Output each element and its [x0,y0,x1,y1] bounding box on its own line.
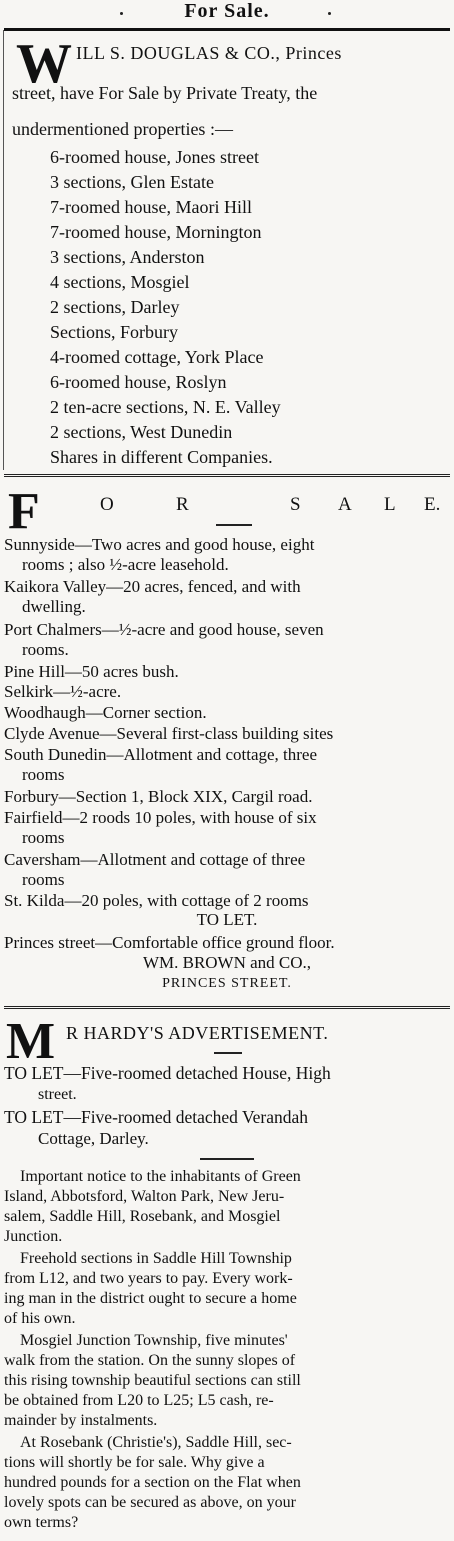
ad1-item: 7-roomed house, Maori Hill [50,197,252,217]
ad3-para: Island, Abbotsford, Walton Park, New Jeru- [4,1188,285,1205]
ad2-line: Forbury—Section 1, Block XIX, Cargil road. [4,787,313,806]
ad2-bottom-rule [4,1006,450,1009]
ad2-heading-r: R [176,494,189,515]
ad1-item: 2 sections, West Dunedin [50,422,233,442]
ad2-line: rooms ; also ½-acre leasehold. [22,555,229,574]
ad1-item: 3 sections, Anderston [50,247,205,267]
ad2-line: Port Chalmers—½-acre and good house, seven [4,620,324,639]
ad3-para: mainder by instalments. [4,1412,158,1429]
ad2-line: Clyde Avenue—Several first-class building sites [4,724,334,743]
ad3-para: walk from the station. On the sunny slopes of [4,1352,296,1369]
ad2-heading-a: A [338,494,352,515]
ad3-line: Cottage, Darley. [38,1129,149,1148]
ad3-para: Mosgiel Junction Township, five minutes' [20,1332,288,1349]
ad3-para: of his own. [4,1310,76,1327]
section-title: For Sale. [184,0,270,22]
ad3-heading: R HARDY'S ADVERTISEMENT. [66,1023,329,1043]
ad2-line: Fairfield—2 roods 10 poles, with house of six [4,808,317,827]
ad3-para: tions will shortly be for sale. Why give a [4,1454,265,1471]
ad3-line: TO LET—Five-roomed detached House, High [4,1063,331,1083]
ad1-item: 2 sections, Darley [50,297,180,317]
header-rule [4,28,450,31]
ad3-heading-underline [214,1052,242,1054]
ad2-line: Kaikora Valley—20 acres, fenced, and with [4,577,301,596]
ad3-para: ing man in the district ought to secure a home [4,1290,297,1307]
ad3-para: from L12, and two years to pay. Every work- [4,1270,293,1287]
ad1-item: Sections, Forbury [50,322,178,342]
ad3-para: be obtained from L20 to L25; L5 cash, re- [4,1392,274,1409]
ad2-line: Woodhaugh—Corner section. [4,703,207,722]
ad2-to-let: TO LET. [196,910,258,929]
ad1-item: 3 sections, Glen Estate [50,172,214,192]
ad1-drop-cap: W [16,33,72,95]
ad3-drop-cap: M [6,1013,56,1070]
ad3-para: own terms? [4,1514,79,1531]
ad2-line: St. Kilda—20 poles, with cottage of 2 rooms [4,891,309,910]
ad2-line: dwelling. [22,597,86,616]
ad1-item: 7-roomed house, Mornington [50,222,262,242]
ad1-left-bar [3,30,4,470]
ad2-line: Selkirk—½-acre. [4,682,122,701]
ad1-item: 6-roomed house, Jones street [50,147,259,167]
ad1-first-line: ILL S. DOUGLAS & CO., Princes [76,43,342,63]
ad1-item: 6-roomed house, Roslyn [50,372,227,392]
ad2-line: Caversham—Allotment and cottage of three [4,850,306,869]
ad3-para: salem, Saddle Hill, Rosebank, and Mosgiel [4,1208,281,1225]
ad3-para: Important notice to the inhabitants of Green [20,1168,301,1185]
ad2-line: rooms [22,765,65,784]
ad2-line: Sunnyside—Two acres and good house, eight [4,535,315,554]
ad1-item: 4 sections, Mosgiel [50,272,190,292]
ad2-drop-cap: F [8,483,40,540]
ad1-item: 4-roomed cottage, York Place [50,347,264,367]
ad2-firm: WM. BROWN and CO., [142,953,312,972]
ad2-line: rooms. [22,640,69,659]
ad3-para: Freehold sections in Saddle Hill Township [20,1250,292,1267]
ad3-para: this rising township beautiful sections can still [4,1372,301,1389]
ad3-para: hundred pounds for a section on the Flat when [4,1474,301,1491]
ad2-heading-s: S [290,494,301,515]
ad2-line: South Dunedin—Allotment and cottage, three [4,745,318,764]
ad2-heading-underline [216,524,252,526]
ad3-line: TO LET—Five-roomed detached Verandah [4,1107,309,1127]
ad2-princes-line: Princes street—Comfortable office ground floor. [4,933,335,952]
ad3-para: Junction. [4,1228,63,1245]
ad2-line: Pine Hill—50 acres bush. [4,662,179,681]
ad2-address: PRINCES STREET. [162,976,292,991]
ad3-divider [200,1158,254,1160]
ad1-item: Shares in different Companies. [50,447,273,467]
ad1-line3: undermentioned properties :— [12,119,233,139]
ad2-heading-l: L [384,494,396,515]
ad3-para: At Rosebank (Christie's), Saddle Hill, sec- [20,1434,292,1451]
ad1-bottom-rule [4,474,450,477]
ad1-line2: street, have For Sale by Private Treaty, the [12,83,318,103]
ad2-heading-e: E. [424,494,441,515]
ad2-heading-o: O [100,494,114,515]
ad1-item: 2 ten-acre sections, N. E. Valley [50,397,281,417]
ad3-para: lovely spots can be secured as above, on your [4,1494,296,1511]
ad2-line: rooms [22,870,65,889]
ad3-line: street. [38,1086,77,1103]
ad2-line: rooms [22,828,65,847]
